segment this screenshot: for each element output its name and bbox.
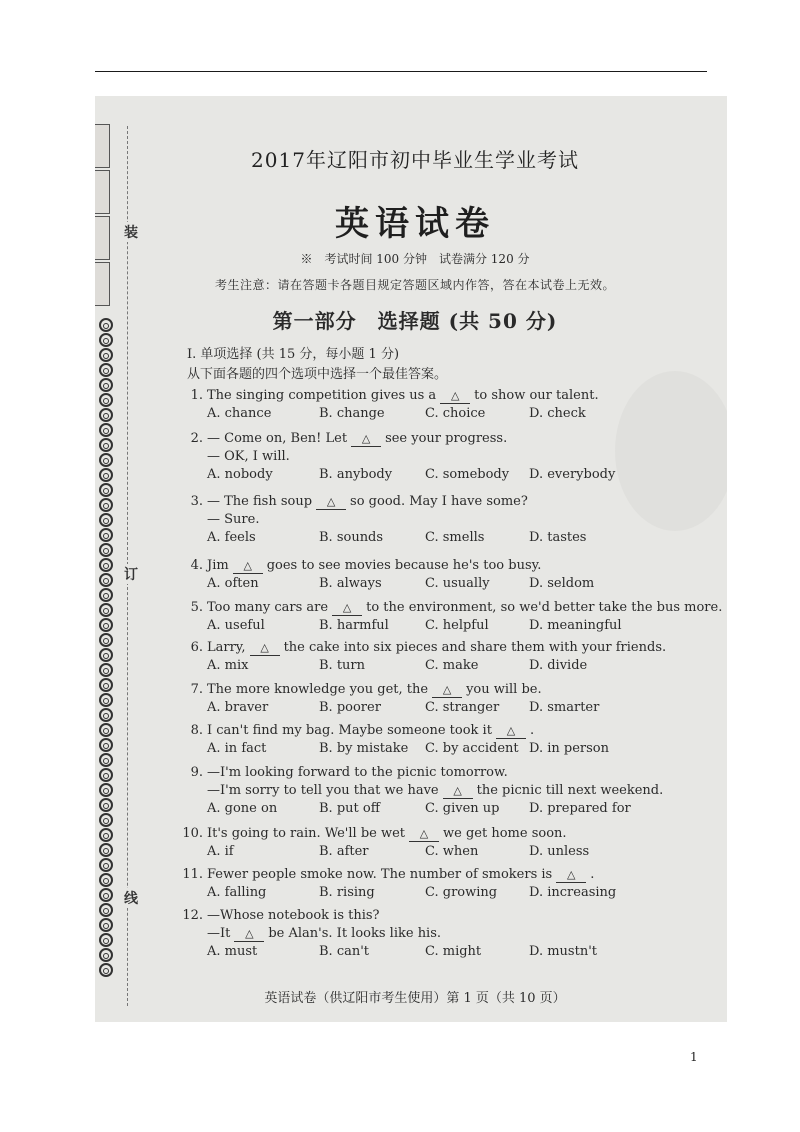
question-text: Jim (207, 558, 229, 573)
answer-blank: △ (440, 389, 470, 404)
option-c: C. given up (425, 801, 500, 816)
question-number: 9. (190, 765, 203, 780)
question-item (181, 907, 721, 963)
option-a: A. in fact (207, 741, 267, 756)
question-text-after: you will be. (466, 682, 542, 697)
question-item (181, 825, 721, 863)
option-c: C. smells (425, 530, 485, 545)
answer-blank: △ (332, 601, 362, 616)
question-stem (181, 387, 721, 405)
option-d: D. tastes (529, 530, 587, 545)
option-d: D. seldom (529, 576, 595, 591)
option-b: B. rising (319, 885, 375, 900)
reply-text: —I'm sorry to tell you that we have (207, 783, 439, 798)
question-item (181, 599, 721, 637)
question-number: 3. (190, 494, 203, 509)
option-a: A. chance (207, 406, 272, 421)
option-c: C. growing (425, 885, 498, 900)
binding-char-ding: 订 (123, 564, 139, 584)
option-c: C. somebody (425, 467, 510, 482)
question-item (181, 430, 721, 486)
option-c: C. make (425, 658, 479, 673)
option-a: A. useful (207, 618, 265, 633)
option-row (207, 884, 721, 904)
option-row (207, 699, 721, 719)
question-text-after: see your progress. (385, 431, 508, 446)
option-b: B. anybody (319, 467, 393, 482)
option-b: B. put off (319, 801, 380, 816)
option-a: A. nobody (207, 467, 273, 482)
question-item (181, 639, 721, 677)
option-c: C. might (425, 944, 482, 959)
option-a: A. often (207, 576, 259, 591)
option-b: B. always (319, 576, 382, 591)
option-d: D. increasing (529, 885, 617, 900)
option-row (207, 617, 721, 637)
binding-char-xian: 线 (123, 888, 139, 908)
question-text: Larry, (207, 640, 246, 655)
question-stem (181, 825, 721, 843)
option-c: C. by accident (425, 741, 519, 756)
question-number: 4. (190, 558, 203, 573)
question-text-after: . (529, 723, 535, 738)
question-stem (181, 430, 721, 448)
question-number: 1. (190, 388, 203, 403)
question-reply: — OK, I will. (207, 449, 290, 464)
question-item (181, 722, 721, 760)
option-b: B. harmful (319, 618, 389, 633)
answer-blank: △ (443, 784, 473, 799)
option-c: C. helpful (425, 618, 489, 633)
option-a: A. gone on (207, 801, 278, 816)
option-a: A. must (207, 944, 258, 959)
reply-text-after: the picnic till next weekend. (476, 783, 664, 798)
option-a: A. braver (207, 700, 269, 715)
question-text: Too many cars are (207, 600, 329, 615)
option-b: B. change (319, 406, 385, 421)
section-heading: Ⅰ. 单项选择 (共 15 分，每小题 1 分) (187, 347, 400, 362)
question-stem (181, 907, 721, 925)
option-d: D. in person (529, 741, 609, 756)
question-item (181, 557, 721, 595)
option-d: D. check (529, 406, 586, 421)
option-row (207, 943, 721, 963)
question-text: —Whose notebook is this? (207, 908, 380, 923)
question-text-after: goes to see movies because he's too busy. (266, 558, 542, 573)
option-a: A. if (207, 844, 234, 859)
question-number: 8. (190, 723, 203, 738)
answer-blank: △ (409, 827, 439, 842)
option-a: A. feels (207, 530, 256, 545)
option-d: D. smarter (529, 700, 600, 715)
question-stem (181, 639, 721, 657)
section-instruction: 从下面各题的四个选项中选择一个最佳答案。 (187, 367, 448, 382)
question-text: It's going to rain. We'll be wet (207, 826, 406, 841)
option-b: B. can't (319, 944, 370, 959)
question-text: Fewer people smoke now. The number of smokers is (207, 867, 553, 882)
question-text-after: to the environment, so we'd better take the bus more. (366, 600, 723, 615)
question-number: 7. (190, 682, 203, 697)
option-b: B. by mistake (319, 741, 409, 756)
top-rule (95, 71, 707, 72)
question-reply (181, 782, 721, 800)
question-item (181, 493, 721, 549)
option-d: D. mustn't (529, 944, 597, 959)
option-c: C. when (425, 844, 479, 859)
option-d: D. everybody (529, 467, 616, 482)
option-a: A. mix (207, 658, 249, 673)
option-row (207, 800, 721, 820)
question-text: — The fish soup (207, 494, 313, 509)
reply-text: —It (207, 926, 231, 941)
question-number: 6. (190, 640, 203, 655)
question-number: 10. (182, 826, 203, 841)
question-stem (181, 764, 721, 782)
option-d: D. divide (529, 658, 588, 673)
question-stem (181, 599, 721, 617)
option-row (207, 843, 721, 863)
answer-blank: △ (351, 432, 381, 447)
answer-blank: △ (432, 683, 462, 698)
question-text: — Come on, Ben! Let (207, 431, 348, 446)
question-number: 2. (190, 431, 203, 446)
option-row (207, 405, 721, 425)
page-number: 1 (690, 1050, 698, 1064)
question-item (181, 866, 721, 904)
option-row (207, 529, 721, 549)
question-stem (181, 557, 721, 575)
question-text-after: . (590, 867, 595, 882)
exam-notice: 考生注意：请在答题卡各题目规定答题区域内作答，答在本试卷上无效。 (215, 278, 616, 292)
option-b: B. sounds (319, 530, 384, 545)
question-number: 12. (182, 908, 203, 923)
option-c: C. choice (425, 406, 486, 421)
option-b: B. after (319, 844, 369, 859)
question-text-after: so good. May I have some? (350, 494, 528, 509)
question-stem (181, 722, 721, 740)
option-d: D. meaningful (529, 618, 622, 633)
exam-content (95, 96, 727, 1022)
binding-char-zhuang: 装 (123, 222, 139, 242)
option-row (207, 466, 721, 486)
question-item (181, 387, 721, 425)
paper-title: 英语试卷 (335, 204, 495, 244)
question-number: 11. (182, 867, 203, 882)
scanned-page (95, 96, 727, 1022)
question-item (181, 681, 721, 719)
answer-blank: △ (556, 868, 586, 883)
question-number: 5. (190, 600, 203, 615)
exam-title: 2017年辽阳市初中毕业生学业考试 (251, 148, 579, 172)
question-reply: — Sure. (207, 512, 260, 527)
option-row (207, 657, 721, 677)
question-reply (181, 925, 721, 943)
question-text-after: we get home soon. (443, 826, 567, 841)
option-d: D. unless (529, 844, 590, 859)
question-stem (181, 681, 721, 699)
option-b: B. poorer (319, 700, 381, 715)
option-row (207, 575, 721, 595)
option-d: D. prepared for (529, 801, 631, 816)
question-stem (181, 493, 721, 511)
part-title: 第一部分 选择题 (共 50 分) (272, 309, 558, 333)
option-a: A. falling (207, 885, 267, 900)
question-text-after: the cake into six pieces and share them with your friends. (283, 640, 667, 655)
question-text: I can't find my bag. Maybe someone took it (207, 723, 492, 738)
question-text-after: to show our talent. (474, 388, 599, 403)
question-text: —I'm looking forward to the picnic tomorrow. (207, 765, 508, 780)
question-text: The more knowledge you get, the (207, 682, 429, 697)
page-footer: 英语试卷（供辽阳市考生使用）第 1 页（共 10 页） (264, 991, 566, 1006)
question-stem (181, 866, 721, 884)
option-b: B. turn (319, 658, 366, 673)
answer-blank: △ (233, 559, 263, 574)
answer-blank: △ (316, 495, 346, 510)
option-c: C. usually (425, 576, 490, 591)
option-c: C. stranger (425, 700, 500, 715)
question-item (181, 764, 721, 820)
answer-blank: △ (496, 724, 526, 739)
exam-info: ※ 考试时间 100 分钟 试卷满分 120 分 (300, 252, 530, 266)
question-text: The singing competition gives us a (207, 388, 437, 403)
answer-blank: △ (250, 641, 280, 656)
option-row (207, 740, 721, 760)
reply-text-after: be Alan's. It looks like his. (268, 926, 442, 941)
answer-blank: △ (234, 927, 264, 942)
